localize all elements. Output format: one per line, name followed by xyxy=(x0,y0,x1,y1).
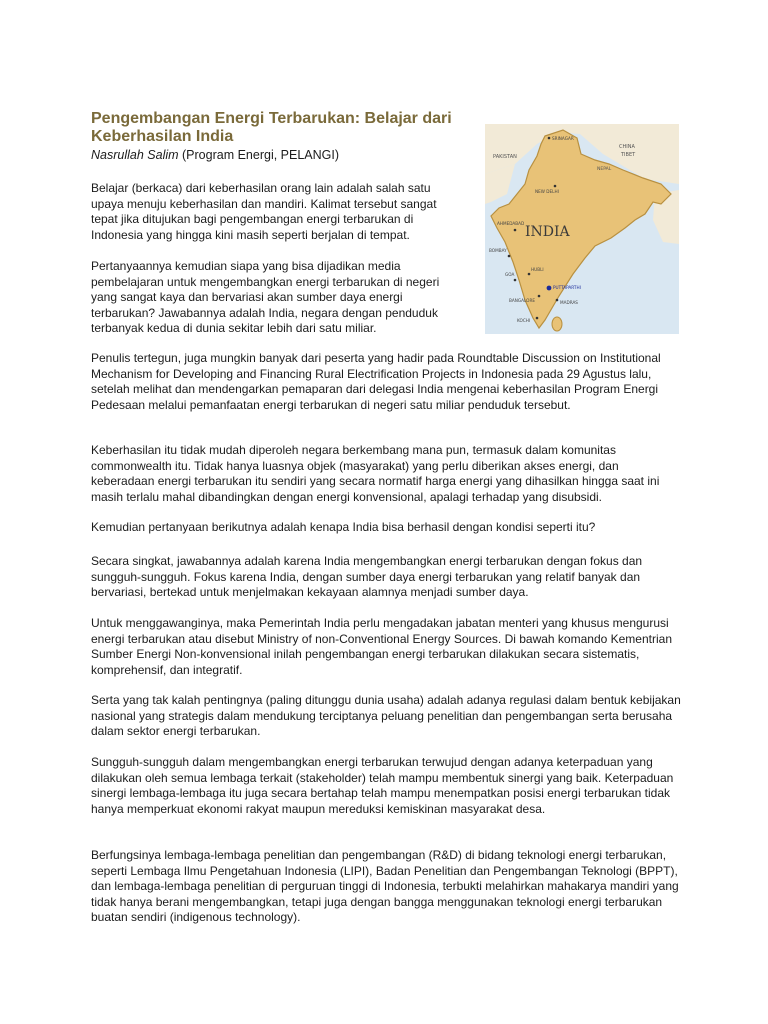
map-city-dot xyxy=(514,229,517,232)
paragraph: Penulis tertegun, juga mungkin banyak dari peserta yang hadir pada Roundtable Discussion on Institutional Mechanism for Developing and Financing Rural Electrification Projects in Indonesia pada 29 Agustus lalu, setelah melihat dan mendengarkan pemaparan dari delegasi India mengenai keberhasilan Program Energi Pedesaan melalui pemanfaatan energi terbarukan di negeri satu miliar penduduk tersebut. xyxy=(91,351,661,412)
map-city-label: AHMEDABAD xyxy=(497,221,525,226)
map-city-label: KOCHI xyxy=(517,318,531,323)
article-title: Pengembangan Energi Terbarukan: Belajar dari Keberhasilan India xyxy=(91,110,452,145)
paragraph: Serta yang tak kalah pentingnya (paling ditunggu dunia usaha) adalah adanya regulasi dalam bentuk kebijakan nasional yang strategis dalam mendukung terciptanya peluang penelitian dan pengembangan serta berusaha dalam sektor energi terbarukan. xyxy=(91,693,681,739)
map-city-label: SRINAGAR xyxy=(552,136,574,141)
byline xyxy=(91,148,339,163)
map-label-pakistan: PAKISTAN xyxy=(493,154,517,160)
map-city-dot xyxy=(538,295,541,298)
paragraph: Secara singkat, jawabannya adalah karena India mengembangkan energi terbarukan dengan fokus dan sungguh-sungguh. Fokus karena India, dengan sumber daya energi terbarukan yang relatif banyak dan bervariasi, bertekad untuk menjelmakan kekayaan alamnya menjadi sumber daya. xyxy=(91,554,643,600)
map-label-tibet: TIBET xyxy=(621,152,636,158)
map-city-dot xyxy=(536,317,539,320)
map-city-label: PUTTAPARTHI xyxy=(553,285,581,290)
map-city-dot xyxy=(548,137,551,140)
map-city-label: BANGALORE xyxy=(509,298,536,303)
map-city-label: NEW DELHI xyxy=(535,189,559,194)
map-marker-puttaparthi xyxy=(547,286,552,291)
paragraph: Kemudian pertanyaan berikutnya adalah kenapa India bisa berhasil dengan kondisi seperti itu? xyxy=(91,520,596,534)
paragraph: Sungguh-sungguh dalam mengembangkan energi terbarukan terwujud dengan adanya keterpaduan yang dilakukan oleh semua lembaga terkait (stakeholder) telah mampu membentuk sinergi yang baik. Keterpaduan sinergi lembaga-lembaga itu juga secara bertahap telah mampu menempatkan posisi energi terbarukan tidak hanya memperkuat ekonomi rakyat maupun mereduksi kemiskinan masyarakat desa. xyxy=(91,755,674,816)
author-name: Nasrullah Salim xyxy=(91,148,179,162)
india-map xyxy=(485,124,679,334)
paragraph: Keberhasilan itu tidak mudah diperoleh negara berkembang mana pun, termasuk dalam komunitas commonwealth itu. Tidak hanya luasnya objek (masyarakat) yang perlu diberikan akses energi, dan keberadaan energi terbarukan itu sendiri yang secara normatif harga energi yang dihasilkan hingga saat ini masih terlalu mahal dibandingkan dengan energi konvensional, apalagi terhadap yang disubsidi. xyxy=(91,443,660,504)
map-city-dot xyxy=(556,299,559,302)
paragraph: Untuk menggawanginya, maka Pemerintah India perlu mengadakan jabatan menteri yang khusus mengurusi energi terbarukan atau disebut Ministry of non-Conventional Energy Sources. Di bawah komando Kementrian Sumber Energi Non-konvensional inilah pengembangan energi terbarukan dilakukan secara sistematis, komprehensif, dan integratif. xyxy=(91,616,672,677)
map-label-india: INDIA xyxy=(525,224,570,240)
author-affiliation: (Program Energi, PELANGI) xyxy=(182,148,340,162)
map-label-china: CHINA xyxy=(619,144,635,150)
map-city-dot xyxy=(528,273,531,276)
map-city-dot xyxy=(514,279,517,282)
map-city-label: MADRAS xyxy=(560,300,578,305)
india-map-graphic xyxy=(485,124,679,334)
map-city-label: GOA xyxy=(505,272,515,277)
paragraph: Belajar (berkaca) dari keberhasilan orang lain adalah salah satu upaya menuju keberhasilan dan mandiri. Kalimat tersebut sangat tepat jika ditujukan bagi pengembangan energi terbarukan di Indonesia yang hingga kini masih seperti berjalan di tempat. xyxy=(91,181,437,242)
map-city-dot xyxy=(554,185,557,188)
map-city-dot xyxy=(508,255,511,258)
map-sri-lanka xyxy=(552,317,562,331)
paragraph: Berfungsinya lembaga-lembaga penelitian dan pengembangan (R&D) di bidang teknologi energi terbarukan, seperti Lembaga Ilmu Pengetahuan Indonesia (LIPI), Badan Penelitian dan Pengembangan Teknologi (BPPT), dan lembaga-lembaga penelitian di perguruan tinggi di Indonesia, terbukti melahirkan mahakarya mandiri yang tidak hanya berani mengembangkan, tetapi juga dengan bangga menggunakan teknologi energi terbarukan buatan sendiri (indigenous technology). xyxy=(91,848,679,925)
map-city-label: BOMBAY xyxy=(489,248,507,253)
map-city-label: HUBLI xyxy=(531,267,544,272)
map-label-nepal: NEPAL xyxy=(597,167,612,172)
paragraph: Pertanyaannya kemudian siapa yang bisa dijadikan media pembelajaran untuk mengembangkan energi terbarukan di negeri yang sangat kaya dan bervariasi akan sumber daya energi terbarukan? Jawabannya adalah India, negara dengan penduduk terbanyak kedua di dunia sekitar lebih dari satu miliar. xyxy=(91,259,440,336)
